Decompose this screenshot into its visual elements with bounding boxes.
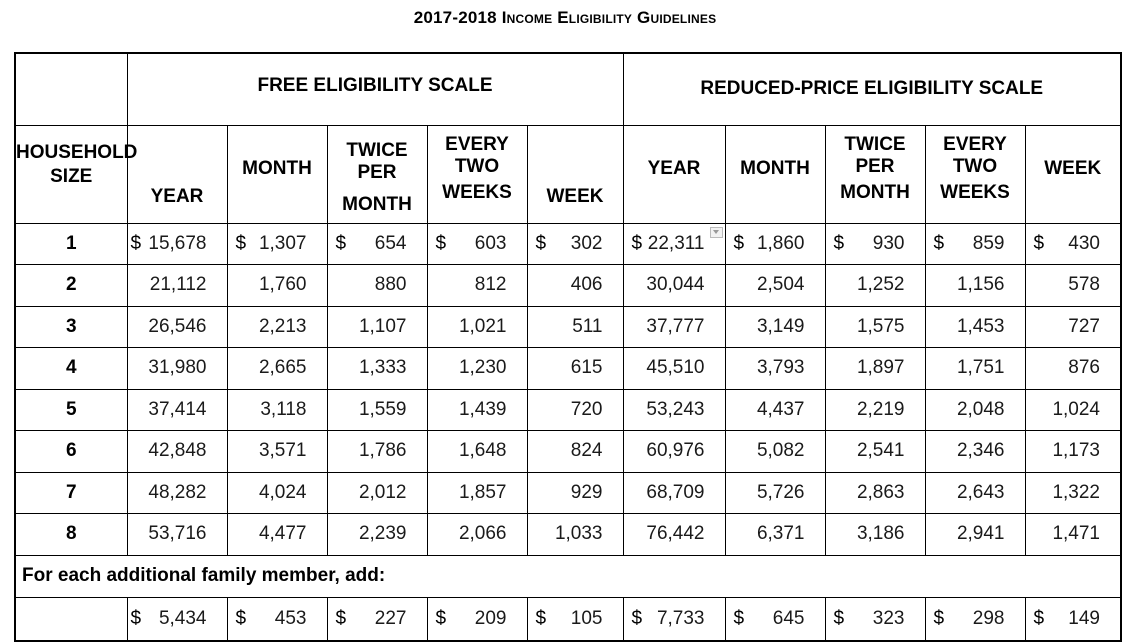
- free-year-cell: [127, 348, 227, 390]
- reduced-every-value: 1,751: [956, 357, 1005, 379]
- reduced-year-header: [623, 125, 725, 223]
- reduced-twice-cell: [825, 306, 925, 348]
- free-twice-cell: [327, 472, 427, 514]
- reduced-week-cell: [1025, 306, 1121, 348]
- free-month-value: 3,118: [260, 398, 307, 420]
- reduced-twice-value: 323: [872, 607, 905, 629]
- reduced-week-cell: [1025, 389, 1121, 431]
- reduced-twice-cell: [825, 431, 925, 473]
- additional-size-cell: [15, 597, 127, 641]
- reduced-year-value: 37,777: [646, 315, 705, 337]
- reduced-year-value: 53,243: [646, 398, 705, 420]
- free-month-value: 453: [274, 607, 307, 629]
- currency-symbol: $: [130, 232, 142, 254]
- reduced-year-cell: [623, 306, 725, 348]
- reduced-year-value: 45,510: [646, 357, 705, 379]
- household-size-cell: 8: [15, 514, 127, 556]
- free-week-value: 511: [572, 315, 603, 337]
- currency-symbol: $: [733, 607, 745, 629]
- free-every-value: 2,066: [458, 523, 507, 545]
- reduced-every-cell: [925, 389, 1025, 431]
- free-month-cell: [227, 514, 327, 556]
- free-twice-value: 880: [374, 274, 407, 296]
- reduced-every-header: [925, 125, 1025, 223]
- free-month-value: 1,760: [258, 274, 307, 296]
- free-month-value: 2,213: [258, 315, 307, 337]
- reduced-year-value: 68,709: [646, 481, 705, 503]
- reduced-every-cell: [925, 265, 1025, 307]
- free-week-cell: [527, 472, 623, 514]
- free-every-cell: [427, 472, 527, 514]
- free-week-header: [527, 125, 623, 223]
- free-week-value: 105: [570, 607, 603, 629]
- free-week-value: 720: [570, 398, 603, 420]
- reduced-year-cell: [623, 597, 725, 641]
- household-size-label-line1: HOUSEHOLD: [16, 141, 138, 163]
- free-scale-header: FREE ELIGIBILITY SCALE: [127, 53, 623, 125]
- reduced-year-cell: [623, 265, 725, 307]
- reduced-year-cell: [623, 389, 725, 431]
- additional-note-row: [15, 555, 1121, 597]
- reduced-month-cell: [725, 472, 825, 514]
- free-month-cell: [227, 265, 327, 307]
- free-month-cell: [227, 597, 327, 641]
- reduced-every-value: 2,048: [956, 398, 1005, 420]
- currency-symbol: $: [130, 607, 142, 629]
- free-year-value: 26,546: [148, 315, 207, 337]
- table-body: [15, 53, 1121, 641]
- free-twice-cell: [327, 514, 427, 556]
- free-month-cell: [227, 431, 327, 473]
- currency-symbol: $: [535, 607, 547, 629]
- free-every-value: 1,648: [458, 440, 507, 462]
- free-year-cell: [127, 514, 227, 556]
- free-every-header-line2: WEEKS: [442, 181, 512, 203]
- free-week-cell: [527, 348, 623, 390]
- reduced-twice-value: 2,219: [856, 398, 905, 420]
- reduced-month-value: 2,504: [756, 274, 805, 296]
- free-week-cell: [527, 265, 623, 307]
- reduced-week-cell: [1025, 597, 1121, 641]
- household-size-label-line2: SIZE: [50, 165, 93, 187]
- reduced-month-cell: [725, 389, 825, 431]
- document-title: 2017-2018 Income Eligibility Guidelines: [413, 8, 717, 27]
- reduced-month-value: 1,860: [756, 232, 805, 254]
- free-year-value: 21,112: [149, 274, 207, 296]
- table-row: [15, 514, 1121, 556]
- reduced-every-cell: [925, 348, 1025, 390]
- free-month-header-line1: MONTH: [242, 157, 312, 179]
- reduced-twice-cell: [825, 265, 925, 307]
- reduced-twice-value: 930: [872, 232, 905, 254]
- free-twice-value: 1,786: [358, 440, 407, 462]
- reduced-week-header-line1: WEEK: [1044, 157, 1102, 179]
- additional-member-note: For each additional family member, add:: [15, 555, 1121, 597]
- free-year-value: 42,848: [148, 440, 207, 462]
- free-twice-header: [327, 125, 427, 223]
- table-row: [15, 265, 1121, 307]
- table-row: [15, 431, 1121, 473]
- free-every-header-line1: EVERY TWO: [445, 133, 509, 177]
- currency-symbol: $: [733, 232, 745, 254]
- free-twice-value: 1,559: [358, 398, 407, 420]
- free-week-value: 615: [570, 357, 603, 379]
- free-year-value: 5,434: [158, 607, 207, 629]
- reduced-year-cell: [623, 514, 725, 556]
- free-week-header-line1: WEEK: [546, 185, 604, 207]
- free-twice-cell: [327, 348, 427, 390]
- free-week-value: 929: [570, 481, 603, 503]
- free-twice-value: 2,012: [358, 481, 407, 503]
- currency-symbol: $: [1033, 607, 1045, 629]
- reduced-every-header-line2: WEEKS: [940, 181, 1010, 203]
- reduced-every-cell: [925, 431, 1025, 473]
- reduced-month-value: 5,726: [756, 481, 805, 503]
- reduced-every-cell: [925, 223, 1025, 265]
- currency-symbol: $: [631, 607, 643, 629]
- currency-symbol: $: [235, 232, 247, 254]
- free-month-value: 3,571: [258, 440, 307, 462]
- household-size-cell: 2: [15, 265, 127, 307]
- reduced-every-value: 1,156: [956, 274, 1005, 296]
- free-every-header: [427, 125, 527, 223]
- free-every-value: 1,021: [458, 315, 507, 337]
- currency-symbol: $: [933, 607, 945, 629]
- free-every-cell: [427, 265, 527, 307]
- free-week-cell: [527, 597, 623, 641]
- free-twice-value: 227: [374, 607, 407, 629]
- reduced-month-cell: [725, 431, 825, 473]
- free-week-cell: [527, 431, 623, 473]
- reduced-twice-cell: [825, 389, 925, 431]
- filter-dropdown-icon[interactable]: [710, 227, 723, 238]
- reduced-twice-cell: [825, 348, 925, 390]
- free-every-cell: [427, 514, 527, 556]
- free-year-cell: [127, 431, 227, 473]
- free-twice-value: 2,239: [358, 523, 407, 545]
- reduced-month-cell: [725, 514, 825, 556]
- free-week-value: 406: [570, 274, 603, 296]
- reduced-scale-header: REDUCED-PRICE ELIGIBILITY SCALE: [623, 53, 1121, 125]
- free-month-cell: [227, 306, 327, 348]
- household-size-cell: 4: [15, 348, 127, 390]
- reduced-twice-value: 3,186: [856, 523, 905, 545]
- household-size-header: [15, 125, 138, 223]
- table-row: [15, 223, 1121, 265]
- free-week-cell: [527, 389, 623, 431]
- reduced-week-value: 430: [1068, 232, 1100, 254]
- free-every-cell: [427, 389, 527, 431]
- free-week-value: 1,033: [554, 523, 603, 545]
- reduced-twice-value: 1,575: [856, 315, 905, 337]
- reduced-year-cell: [623, 472, 725, 514]
- eligibility-table: [14, 52, 1122, 642]
- reduced-month-header: [725, 125, 825, 223]
- reduced-week-cell: [1025, 223, 1121, 265]
- reduced-every-cell: [925, 597, 1025, 641]
- free-month-cell: [227, 348, 327, 390]
- reduced-twice-value: 2,541: [856, 440, 905, 462]
- reduced-week-cell: [1025, 472, 1121, 514]
- currency-symbol: $: [335, 232, 347, 254]
- reduced-twice-header-line2: MONTH: [840, 181, 910, 203]
- free-every-value: 1,439: [458, 398, 507, 420]
- free-year-value: 37,414: [148, 398, 207, 420]
- currency-symbol: $: [631, 232, 643, 254]
- reduced-week-cell: [1025, 265, 1121, 307]
- free-year-cell: [127, 472, 227, 514]
- reduced-twice-cell: [825, 597, 925, 641]
- free-every-cell: [427, 223, 527, 265]
- reduced-month-value: 645: [772, 607, 805, 629]
- reduced-twice-cell: [825, 514, 925, 556]
- free-year-cell: [127, 597, 227, 641]
- reduced-year-cell: [623, 431, 725, 473]
- reduced-week-value: 1,024: [1052, 398, 1100, 420]
- reduced-twice-cell: [825, 223, 925, 265]
- reduced-every-cell: [925, 472, 1025, 514]
- household-size-cell: 3: [15, 306, 127, 348]
- reduced-twice-header-line1: TWICE PER: [844, 133, 906, 177]
- free-month-value: 1,307: [258, 232, 307, 254]
- reduced-month-header-line1: MONTH: [740, 157, 810, 179]
- free-year-value: 15,678: [148, 232, 207, 254]
- free-year-cell: [127, 389, 227, 431]
- reduced-week-value: 578: [1068, 274, 1100, 296]
- currency-symbol: $: [535, 232, 547, 254]
- reduced-every-value: 1,453: [956, 315, 1005, 337]
- free-year-cell: [127, 265, 227, 307]
- household-size-cell: 1: [15, 223, 127, 265]
- currency-symbol: $: [833, 607, 845, 629]
- reduced-week-value: 1,322: [1052, 481, 1100, 503]
- free-twice-cell: [327, 389, 427, 431]
- reduced-month-cell: [725, 306, 825, 348]
- household-size-cell: 7: [15, 472, 127, 514]
- household-size-cell: 5: [15, 389, 127, 431]
- reduced-month-cell: [725, 348, 825, 390]
- reduced-month-value: 5,082: [756, 440, 805, 462]
- free-every-cell: [427, 348, 527, 390]
- reduced-every-value: 298: [972, 607, 1005, 629]
- free-every-value: 1,230: [458, 357, 507, 379]
- table-row: [15, 348, 1121, 390]
- reduced-week-value: 1,173: [1052, 440, 1100, 462]
- currency-symbol: $: [933, 232, 945, 254]
- reduced-month-value: 6,371: [756, 523, 805, 545]
- reduced-week-cell: [1025, 514, 1121, 556]
- free-year-header: [127, 125, 227, 223]
- reduced-every-value: 2,643: [956, 481, 1005, 503]
- free-year-header-line1: YEAR: [150, 185, 204, 207]
- reduced-twice-cell: [825, 472, 925, 514]
- reduced-year-cell: [623, 348, 725, 390]
- free-every-value: 812: [474, 274, 507, 296]
- reduced-every-value: 2,941: [956, 523, 1005, 545]
- reduced-year-value: 22,311: [647, 232, 705, 254]
- reduced-month-cell: [725, 223, 825, 265]
- reduced-week-value: 727: [1068, 315, 1100, 337]
- free-twice-value: 654: [374, 232, 407, 254]
- free-twice-header-line2: MONTH: [342, 193, 412, 215]
- reduced-week-value: 876: [1068, 357, 1100, 379]
- free-twice-cell: [327, 431, 427, 473]
- free-twice-value: 1,333: [358, 357, 407, 379]
- free-month-value: 2,665: [258, 357, 307, 379]
- reduced-month-value: 4,437: [756, 398, 805, 420]
- reduced-year-value: 30,044: [646, 274, 705, 296]
- reduced-year-value: 7,733: [656, 607, 705, 629]
- free-twice-cell: [327, 265, 427, 307]
- table-row: [15, 472, 1121, 514]
- reduced-every-value: 2,346: [956, 440, 1005, 462]
- free-every-cell: [427, 431, 527, 473]
- reduced-twice-value: 1,252: [856, 274, 905, 296]
- reduced-twice-value: 1,897: [856, 357, 905, 379]
- reduced-month-value: 3,793: [756, 357, 805, 379]
- reduced-year-header-line1: YEAR: [647, 157, 701, 179]
- reduced-every-header-line1: EVERY TWO: [943, 133, 1007, 177]
- scale-header-row: [15, 53, 1121, 125]
- free-year-value: 53,716: [148, 523, 207, 545]
- table-row: [15, 306, 1121, 348]
- free-twice-value: 1,107: [358, 315, 407, 337]
- reduced-month-cell: [725, 265, 825, 307]
- currency-symbol: $: [235, 607, 247, 629]
- free-year-value: 48,282: [148, 481, 207, 503]
- table-row: [15, 389, 1121, 431]
- currency-symbol: $: [335, 607, 347, 629]
- free-month-cell: [227, 223, 327, 265]
- reduced-every-value: 859: [972, 232, 1005, 254]
- reduced-month-value: 3,149: [756, 315, 805, 337]
- reduced-year-value: 76,442: [646, 523, 705, 545]
- reduced-twice-header: [825, 125, 925, 223]
- free-every-cell: [427, 597, 527, 641]
- reduced-week-cell: [1025, 431, 1121, 473]
- corner-cell: [15, 53, 127, 125]
- reduced-every-cell: [925, 514, 1025, 556]
- currency-symbol: $: [435, 232, 447, 254]
- free-twice-cell: [327, 223, 427, 265]
- free-year-value: 31,980: [148, 357, 207, 379]
- reduced-year-value: 60,976: [646, 440, 705, 462]
- free-year-cell: [127, 223, 227, 265]
- currency-symbol: $: [435, 607, 447, 629]
- free-twice-cell: [327, 597, 427, 641]
- currency-symbol: $: [833, 232, 845, 254]
- reduced-every-cell: [925, 306, 1025, 348]
- column-header-row: [15, 125, 1121, 223]
- free-month-cell: [227, 472, 327, 514]
- free-twice-header-line1: TWICE PER: [346, 139, 408, 183]
- free-week-cell: [527, 306, 623, 348]
- reduced-month-cell: [725, 597, 825, 641]
- free-week-value: 824: [570, 440, 603, 462]
- free-month-value: 4,024: [258, 481, 307, 503]
- currency-symbol: $: [1033, 232, 1045, 254]
- reduced-twice-value: 2,863: [856, 481, 905, 503]
- free-month-cell: [227, 389, 327, 431]
- free-every-value: 1,857: [458, 481, 507, 503]
- free-every-value: 209: [474, 607, 507, 629]
- free-month-value: 4,477: [258, 523, 307, 545]
- free-month-header: [227, 125, 327, 223]
- free-week-cell: [527, 514, 623, 556]
- free-every-value: 603: [474, 232, 507, 254]
- free-every-cell: [427, 306, 527, 348]
- additional-amount-row: [15, 597, 1121, 641]
- free-week-value: 302: [570, 232, 603, 254]
- free-week-cell: [527, 223, 623, 265]
- reduced-week-value: 1,471: [1052, 523, 1100, 545]
- reduced-week-header: [1025, 125, 1121, 223]
- free-twice-cell: [327, 306, 427, 348]
- reduced-year-cell: [623, 223, 725, 265]
- free-year-cell: [127, 306, 227, 348]
- reduced-week-value: 149: [1068, 607, 1100, 629]
- reduced-week-cell: [1025, 348, 1121, 390]
- household-size-cell: 6: [15, 431, 127, 473]
